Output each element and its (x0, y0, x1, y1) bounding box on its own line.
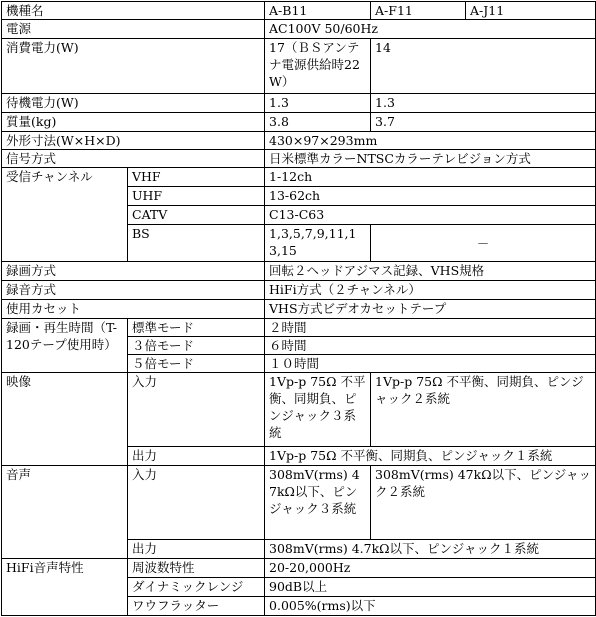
row-mass (2, 113, 596, 132)
power-consumption-b11: 17（ＢＳアンテナ電源供給時22W） (265, 39, 371, 94)
video-input-b11: 1Vp-p 75Ω 不平衡、同期負、ピンジャック３系統 (265, 373, 371, 447)
recording-system-label: 録画方式 (2, 262, 265, 281)
mass-b11: 3.8 (265, 113, 371, 132)
uhf-value: 13-62ch (265, 187, 596, 206)
bs-label: BS (128, 225, 265, 262)
mode-5x-label: ５倍モード (128, 355, 265, 373)
catv-label: CATV (128, 206, 265, 225)
video-output-value: 1Vp-p 75Ω 不平衡、同期負、ピンジャック１系統 (265, 447, 596, 466)
mass-f11-j11: 3.7 (371, 113, 596, 132)
row-cassette (2, 300, 596, 319)
vhf-value: 1-12ch (265, 168, 596, 187)
model-j11: A-J11 (466, 2, 596, 20)
dimensions-label: 外形寸法(W×H×D) (2, 132, 265, 150)
row-standby-power (2, 94, 596, 113)
audio-input-f11-j11: 308mV(rms) 47kΩ以下、ピンジャック２系統 (371, 466, 596, 539)
bs-f11-j11: － (371, 225, 596, 262)
spec-table (1, 1, 596, 616)
standby-power-b11: 1.3 (265, 94, 371, 113)
hifi-audio-label: HiFi音声特性 (2, 558, 128, 615)
cassette-label: 使用カセット (2, 300, 265, 319)
audio-output-label: 出力 (128, 539, 265, 558)
uhf-label: UHF (128, 187, 265, 206)
row-signal-system (2, 150, 596, 168)
hifi-dynamic-range-label: ダイナミックレンジ (128, 577, 265, 596)
signal-system-label: 信号方式 (2, 150, 265, 168)
power-consumption-f11-j11: 14 (371, 39, 596, 94)
row-video-input (2, 373, 596, 447)
model-label: 機種名 (2, 2, 265, 20)
row-dimensions (2, 132, 596, 150)
row-vhf (2, 168, 596, 187)
row-model (2, 2, 596, 20)
mode-3x-label: ３倍モード (128, 337, 265, 355)
audio-input-label: 入力 (128, 466, 265, 539)
standby-power-f11-j11: 1.3 (371, 94, 596, 113)
cassette-value: VHS方式ビデオカセットテープ (265, 300, 596, 319)
row-recording-system (2, 262, 596, 281)
mode-3x-value: ６時間 (265, 337, 596, 355)
audio-output-value: 308mV(rms) 4.7kΩ以下、ピンジャック１系統 (265, 539, 596, 558)
hifi-frequency-value: 20-20,000Hz (265, 558, 596, 577)
recording-system-value: 回転２ヘッドアジマス記録、VHS規格 (265, 262, 596, 281)
video-input-f11-j11: 1Vp-p 75Ω 不平衡、同期負、ピンジャック２系統 (371, 373, 596, 447)
mode-standard-label: 標準モード (128, 319, 265, 337)
hifi-wow-flutter-label: ワウフラッター (128, 596, 265, 615)
hifi-wow-flutter-value: 0.005%(rms)以下 (265, 596, 596, 615)
vhf-label: VHF (128, 168, 265, 187)
audio-label: 音声 (2, 466, 128, 558)
hifi-dynamic-range-value: 90dB以上 (265, 577, 596, 596)
audio-recording-system-label: 録音方式 (2, 281, 265, 300)
video-label: 映像 (2, 373, 128, 466)
record-play-time-label: 録画・再生時間（T-120テープ使用時） (2, 319, 128, 373)
audio-input-b11: 308mV(rms) 47kΩ以下、ピンジャック３系統 (265, 466, 371, 539)
row-audio-input (2, 466, 596, 539)
bs-b11: 1,3,5,7,9,11,13,15 (265, 225, 371, 262)
mode-5x-value: １０時間 (265, 355, 596, 373)
row-hifi-frequency (2, 558, 596, 577)
model-b11: A-B11 (265, 2, 371, 20)
standby-power-label: 待機電力(W) (2, 94, 265, 113)
signal-system-value: 日米標準カラーNTSCカラーテレビジョン方式 (265, 150, 596, 168)
video-input-label: 入力 (128, 373, 265, 447)
power-source-label: 電源 (2, 20, 265, 39)
catv-value: C13-C63 (265, 206, 596, 225)
power-consumption-label: 消費電力(W) (2, 39, 265, 94)
hifi-frequency-label: 周波数特性 (128, 558, 265, 577)
power-source-value: AC100V 50/60Hz (265, 20, 596, 39)
model-f11: A-F11 (371, 2, 466, 20)
audio-recording-system-value: HiFi方式（２チャンネル） (265, 281, 596, 300)
mass-label: 質量(kg) (2, 113, 265, 132)
row-mode-standard (2, 319, 596, 337)
row-power-source (2, 20, 596, 39)
video-output-label: 出力 (128, 447, 265, 466)
dimensions-value: 430×97×293mm (265, 132, 596, 150)
receiving-channels-label: 受信チャンネル (2, 168, 128, 262)
mode-standard-value: ２時間 (265, 319, 596, 337)
row-audio-recording-system (2, 281, 596, 300)
row-power-consumption (2, 39, 596, 94)
